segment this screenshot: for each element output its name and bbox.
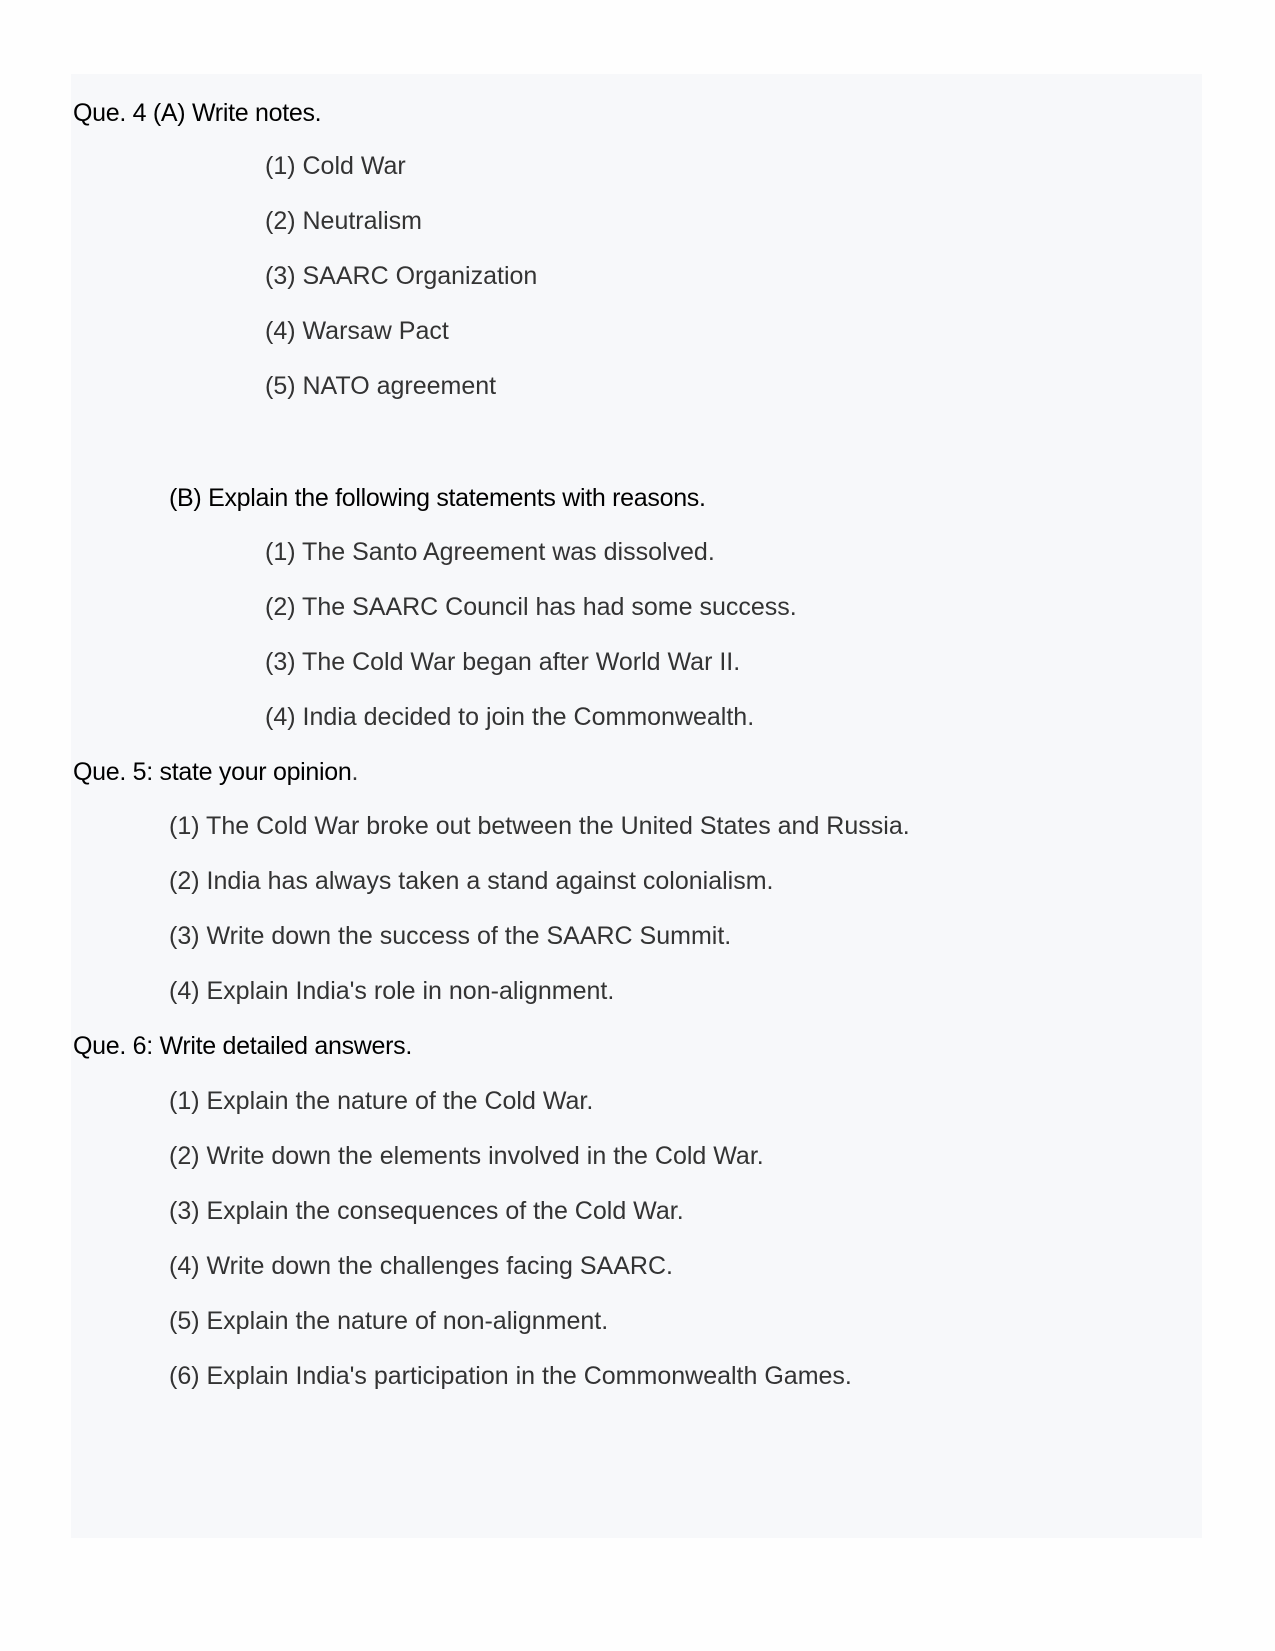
q5-heading-suffix: .	[351, 758, 359, 786]
q5-heading: Que. 5: state your opinion	[73, 758, 352, 786]
q4a-item-4: (4) Warsaw Pact	[265, 317, 449, 345]
q4a-item-2: (2) Neutralism	[265, 207, 422, 235]
q6-item-3: (3) Explain the consequences of the Cold War.	[169, 1197, 684, 1225]
q6-heading: Que. 6: Write detailed answers.	[73, 1032, 413, 1060]
q4b-item-1: (1) The Santo Agreement was dissolved.	[265, 538, 715, 566]
q6-item-2: (2) Write down the elements involved in the Cold War.	[169, 1142, 764, 1170]
q4a-heading: Que. 4 (A) Write notes.	[73, 99, 322, 127]
q4a-item-1: (1) Cold War	[265, 152, 406, 180]
q5-item-1: (1) The Cold War broke out between the United States and Russia.	[169, 812, 910, 840]
q6-item-1: (1) Explain the nature of the Cold War.	[169, 1087, 594, 1115]
q5-heading-line	[73, 757, 358, 787]
q4a-item-5: (5) NATO agreement	[265, 372, 497, 400]
q6-item-6: (6) Explain India's participation in the Commonwealth Games.	[169, 1362, 852, 1390]
q4a-item-3: (3) SAARC Organization	[265, 262, 538, 290]
q6-item-4: (4) Write down the challenges facing SAARC.	[169, 1252, 673, 1280]
q5-item-3: (3) Write down the success of the SAARC Summit.	[169, 922, 732, 950]
q5-item-4: (4) Explain India's role in non-alignment.	[169, 977, 615, 1005]
q5-item-2: (2) India has always taken a stand against colonialism.	[169, 867, 774, 895]
q4b-item-3: (3) The Cold War began after World War II.	[265, 648, 741, 676]
q4b-heading: (B) Explain the following statements with reasons.	[169, 484, 706, 512]
q6-item-5: (5) Explain the nature of non-alignment.	[169, 1307, 609, 1335]
q4b-item-2: (2) The SAARC Council has had some success.	[265, 593, 797, 621]
q4b-item-4: (4) India decided to join the Commonwealth.	[265, 703, 755, 731]
